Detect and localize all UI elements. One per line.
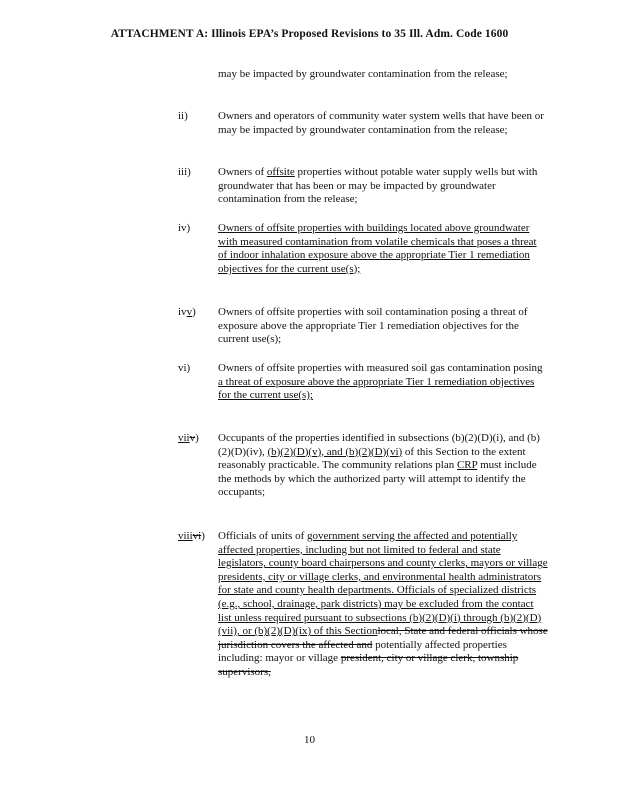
item-number: viiv) [178,432,199,444]
list-item-v [178,306,548,347]
item-number: vi) [178,362,191,374]
item-number: ivv) [178,306,196,318]
item-text: Occupants of the properties identified in subsections (b)(2)(D)(i), and (b)(2)(D)(iv), (b)(2)(D)(v), and (b)(2)(D)(vi) of this Section to the extent reasonably practicable. The community relations plan CRP must include the methods by which the authorized party will attempt to identify the occupants; [218,432,540,499]
item-text: Owners and operators of community water system wells that have been or may be impacted by groundwater contamination from the release; [218,110,544,136]
list-item-ii [178,110,548,137]
item-text: Officials of units of government serving the affected and potentially affected properties, including but not limited to federal and state legislators, county board chairpersons and county clerks, mayors or village presidents, city or village clerks, and environmental health administrators for state and county health departments. Officials of specialized districts (e.g., school, drainage, park districts) may be excluded from the contact list unless required pursuant to subsections (b)(2)(D)(i) through (b)(2)(D)(vii), or (b)(2)(D)(ix) of this Sectionlocal, State and federal officials whose jurisdiction covers the affected and potentially affected properties including: mayor or village president, city or village clerk, township supervisors, [218,530,548,678]
item-text: Owners of offsite properties without potable water supply wells but with groundwater that has been or may be impacted by groundwater contamination from the release; [218,166,538,206]
page-number: 10 [304,734,315,746]
item-number: iv) [178,222,191,234]
item-text: Owners of offsite properties with measured soil gas contamination posing a threat of exposure above the appropriate Tier 1 remediation objectives for the current use(s); [218,362,543,402]
item-text: Owners of offsite properties with soil contamination posing a threat of exposure above the appropriate Tier 1 remediation objectives for the current use(s); [218,306,528,346]
list-item-vi [178,362,548,403]
item-number: iii) [178,166,191,178]
page-header: ATTACHMENT A: Illinois EPA’s Proposed Revisions to 35 Ill. Adm. Code 1600 [110,28,509,40]
item-text: Owners of offsite properties with buildings located above groundwater with measured contamination from volatile chemicals that poses a threat of indoor inhalation exposure above the appropriate Tier 1 remediation objectives for the current use(s); [218,222,537,275]
list-item-viii [178,530,548,680]
list-item-iv [178,222,548,276]
continuation-paragraph: may be impacted by groundwater contamination from the release; [218,68,508,80]
list-item-vii [178,432,548,500]
list-item-iii [178,166,548,207]
item-number: ii) [178,110,188,122]
item-number: viiivi) [178,530,205,542]
